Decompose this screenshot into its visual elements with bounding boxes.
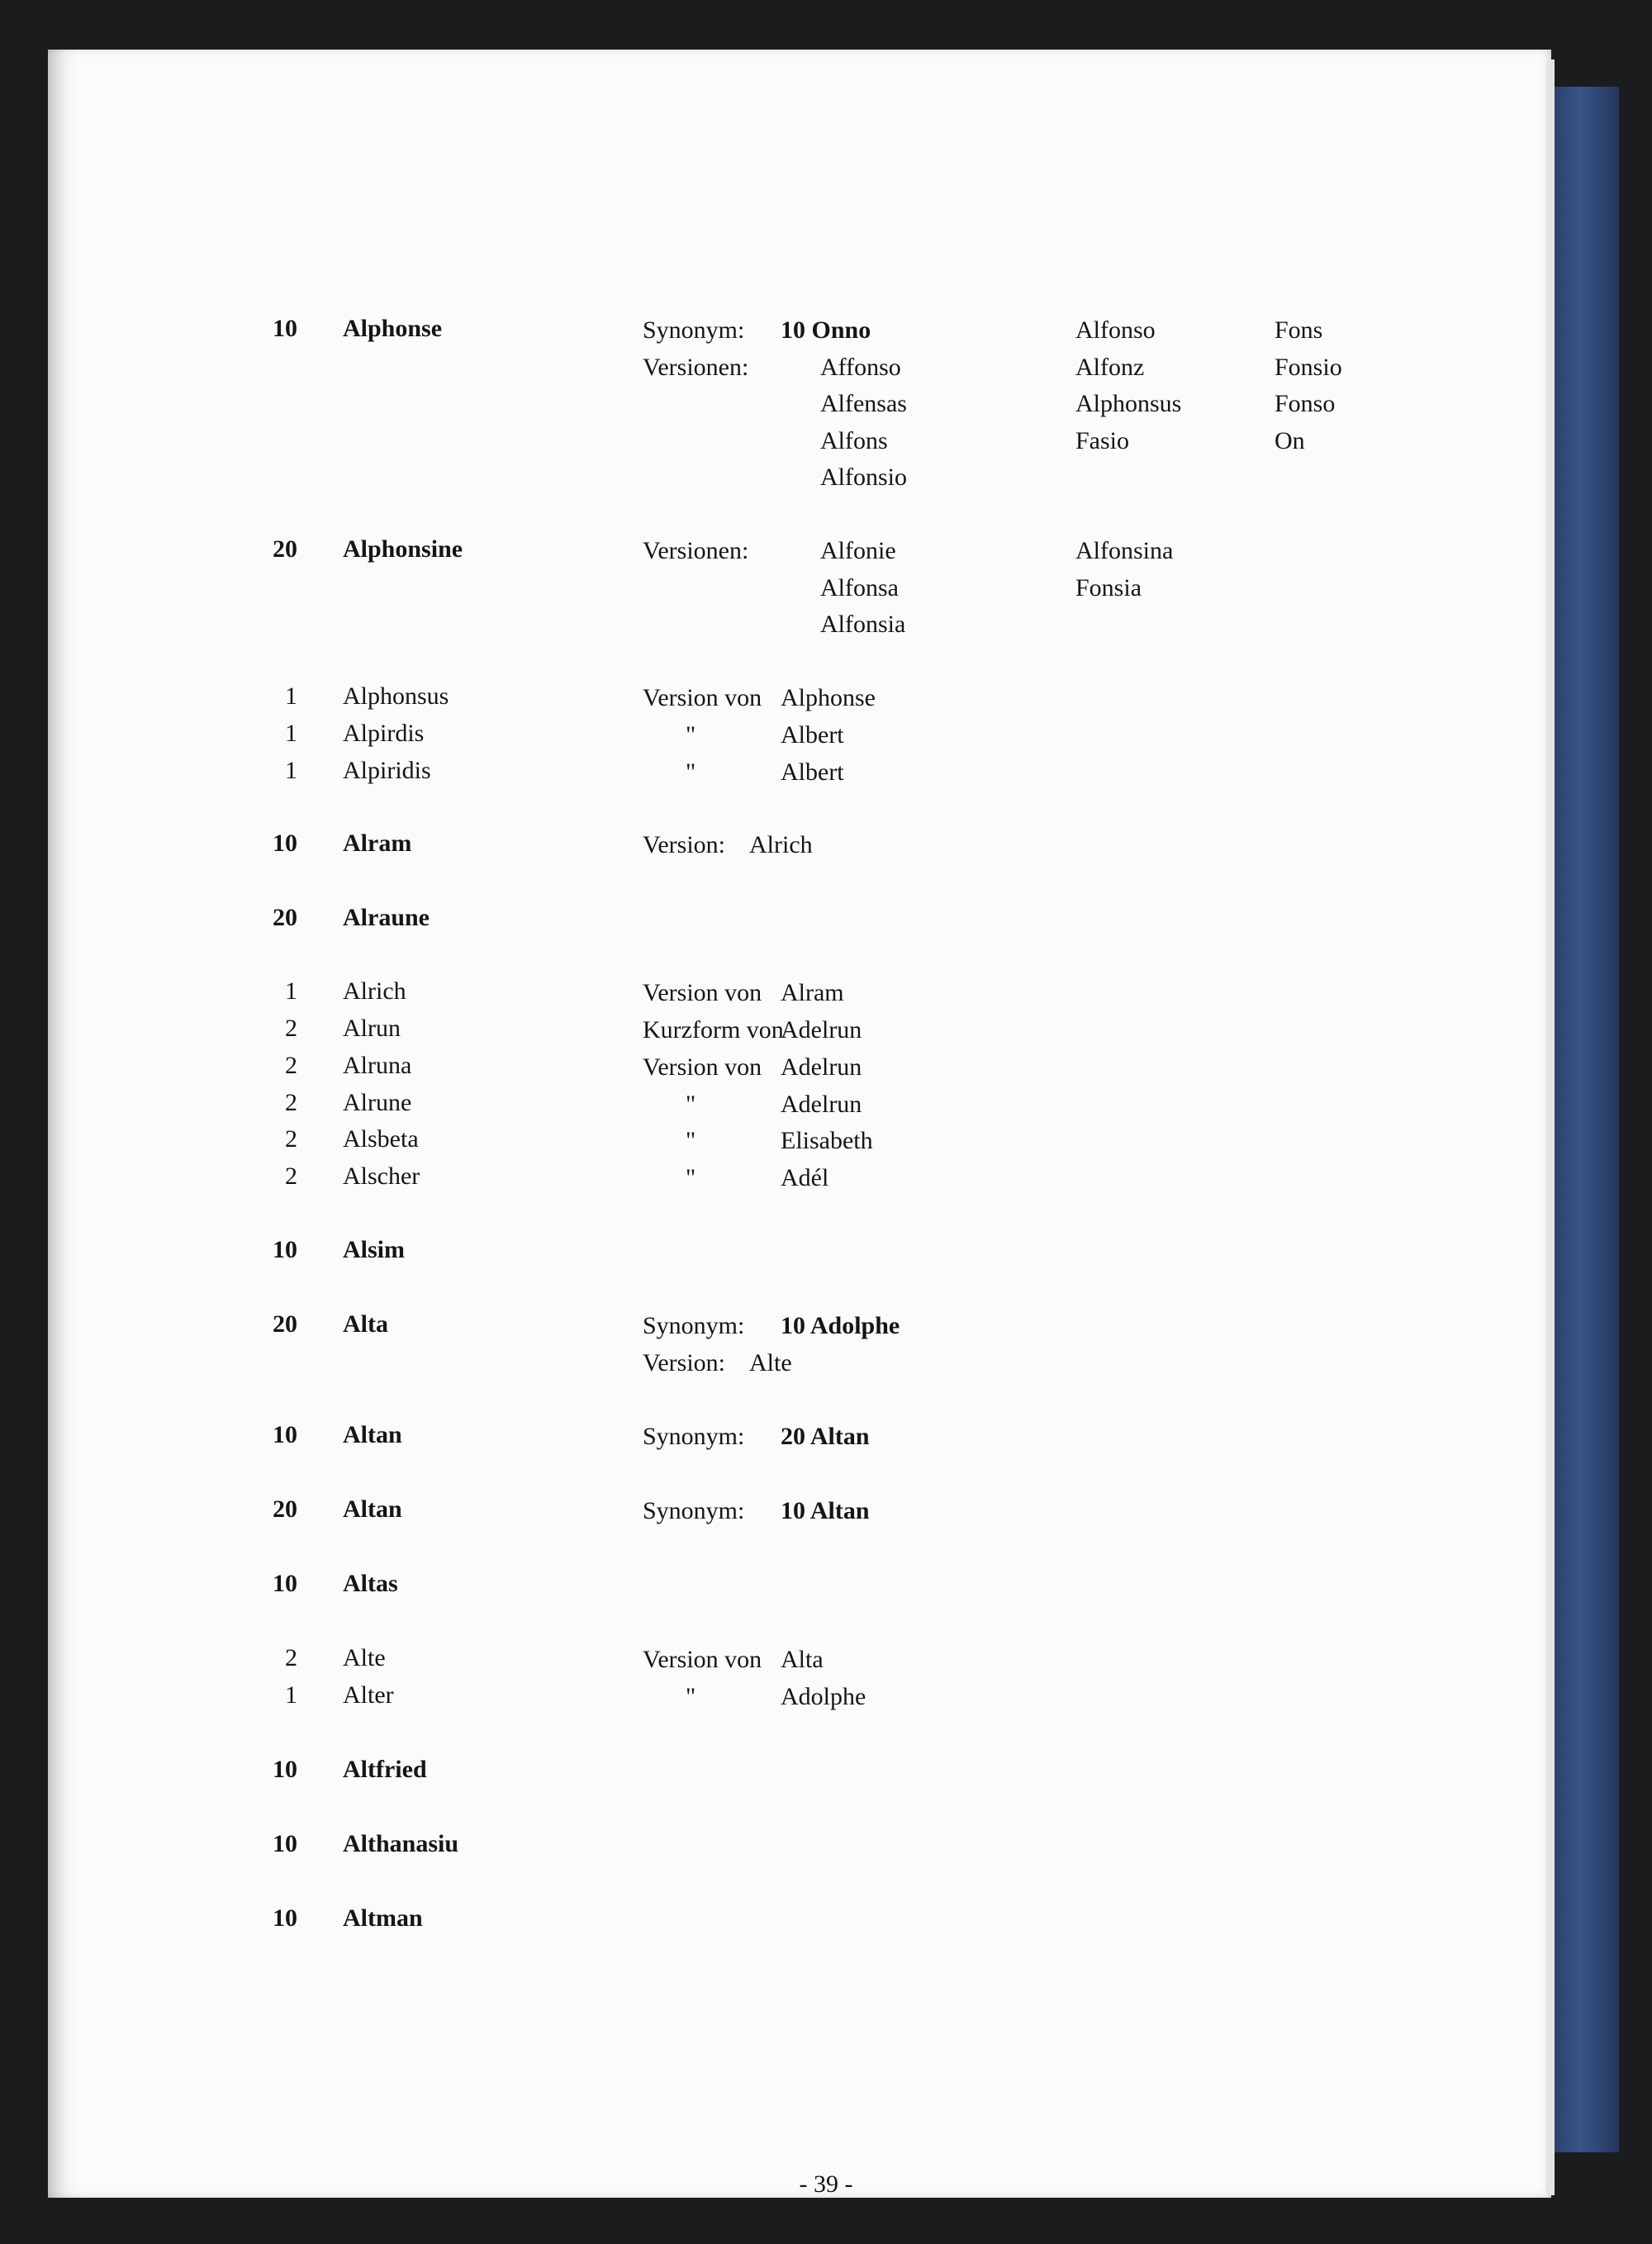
note-value: Alfonsia	[820, 611, 906, 638]
entry-name: Altas	[343, 1570, 398, 1597]
note-label: Synonym:	[643, 1423, 745, 1450]
entry-count: 1	[285, 682, 297, 710]
variant-name: Fonso	[1275, 390, 1336, 417]
note-value: Adél	[781, 1164, 829, 1191]
entry-count: 20	[273, 1495, 297, 1523]
entry-name: Altan	[343, 1421, 402, 1448]
entry-count: 1	[285, 720, 297, 747]
note-label: Version von	[643, 1053, 762, 1081]
entry-count: 20	[273, 904, 297, 931]
entry-count: 10	[273, 1756, 297, 1783]
note-value: Adelrun	[781, 1016, 862, 1044]
entry-name: Alte	[343, 1644, 386, 1671]
entry-count: 10	[273, 1421, 297, 1448]
note-label: Version von	[643, 979, 762, 1006]
entry-count: 10	[273, 830, 297, 857]
note-value: Albert	[781, 721, 844, 749]
entry-name: Alphonsine	[343, 535, 463, 563]
entry-name: Alphonse	[343, 315, 443, 342]
note-label: Version von	[643, 1646, 762, 1673]
variant-name: On	[1275, 426, 1305, 454]
entry-count: 10	[273, 1570, 297, 1597]
note-value: Elisabeth	[781, 1127, 873, 1154]
note-label: "	[686, 758, 696, 786]
variant-name: Fons	[1275, 316, 1323, 344]
note-value: 10 Altan	[781, 1497, 870, 1524]
entry-name: Althanasiu	[343, 1830, 459, 1857]
entry-name: Alscher	[343, 1162, 420, 1190]
note-value: Alta	[781, 1646, 824, 1673]
note-label: Version:	[643, 831, 725, 858]
note-label: "	[686, 1164, 696, 1191]
entry-count: 1	[285, 1681, 297, 1709]
variant-name: Alphonsus	[1075, 390, 1182, 417]
entry-count: 2	[285, 1089, 297, 1116]
note-value: Alfonsa	[820, 573, 899, 601]
note-label: Synonym:	[643, 1497, 745, 1524]
note-label: Version:	[643, 1348, 725, 1376]
entry-name: Alpirdis	[343, 720, 425, 747]
note-label: "	[686, 721, 696, 749]
note-value: Alram	[781, 979, 844, 1006]
note-label: Synonym:	[643, 316, 745, 344]
note-label: Versionen:	[643, 537, 749, 564]
variant-name: Alfonsina	[1075, 537, 1174, 564]
entry-name: Alta	[343, 1310, 388, 1338]
page-edge	[1546, 59, 1555, 2195]
entry-count: 1	[285, 977, 297, 1005]
note-label: Synonym:	[643, 1312, 745, 1339]
entry-count: 2	[285, 1644, 297, 1671]
variant-name: Fonsio	[1275, 353, 1342, 381]
note-value: Affonso	[820, 353, 901, 381]
note-value: Adelrun	[781, 1053, 862, 1081]
entry-count: 2	[285, 1052, 297, 1079]
entry-name: Alrun	[343, 1015, 401, 1042]
note-value: Albert	[781, 758, 844, 786]
note-value: Alfensas	[820, 390, 907, 417]
note-label: Version von	[643, 684, 762, 711]
note-value: 10 Adolphe	[781, 1312, 900, 1339]
note-value: Alte	[749, 1348, 792, 1376]
entry-name: Alpiridis	[343, 757, 431, 784]
book-binding	[1553, 87, 1619, 2152]
note-label: Versionen:	[643, 353, 749, 381]
entry-count: 10	[273, 1236, 297, 1263]
entry-name: Alsbeta	[343, 1125, 419, 1153]
note-value: Alphonse	[781, 684, 876, 711]
entry-count: 1	[285, 757, 297, 784]
variant-name: Fasio	[1075, 426, 1130, 454]
entry-count: 10	[273, 1830, 297, 1857]
entry-count: 20	[273, 1310, 297, 1338]
note-value: Adelrun	[781, 1091, 862, 1118]
entry-name: Alter	[343, 1681, 394, 1709]
entry-count: 2	[285, 1015, 297, 1042]
note-value: Alfonsio	[820, 464, 907, 491]
note-value: Alfonie	[820, 537, 896, 564]
note-value: Alfons	[820, 426, 888, 454]
entry-name: Alsim	[343, 1236, 405, 1263]
note-label: "	[686, 1091, 696, 1118]
entry-name: Alram	[343, 830, 412, 857]
note-label: "	[686, 1683, 696, 1710]
variant-name: Fonsia	[1075, 573, 1142, 601]
variant-name: Alfonz	[1075, 353, 1145, 381]
entry-name: Altfried	[343, 1756, 427, 1783]
note-value: Adolphe	[781, 1683, 866, 1710]
variant-name: Alfonso	[1075, 316, 1156, 344]
entry-count: 10	[273, 1904, 297, 1932]
entry-name: Alphonsus	[343, 682, 449, 710]
entry-count: 20	[273, 535, 297, 563]
entry-name: Altan	[343, 1495, 402, 1523]
note-value: 20 Altan	[781, 1423, 870, 1450]
entry-count: 10	[273, 315, 297, 342]
note-value: Alrich	[749, 831, 813, 858]
entry-count: 2	[285, 1125, 297, 1153]
note-value: 10 Onno	[781, 316, 871, 344]
entry-name: Alrich	[343, 977, 406, 1005]
entry-count: 2	[285, 1162, 297, 1190]
page-number: - 39 -	[799, 2170, 853, 2198]
entry-name: Alrune	[343, 1089, 412, 1116]
note-label: "	[686, 1127, 696, 1154]
entry-name: Altman	[343, 1904, 423, 1932]
entry-name: Alraune	[343, 904, 430, 931]
entry-name: Alruna	[343, 1052, 412, 1079]
note-label: Kurzform von	[643, 1016, 784, 1044]
